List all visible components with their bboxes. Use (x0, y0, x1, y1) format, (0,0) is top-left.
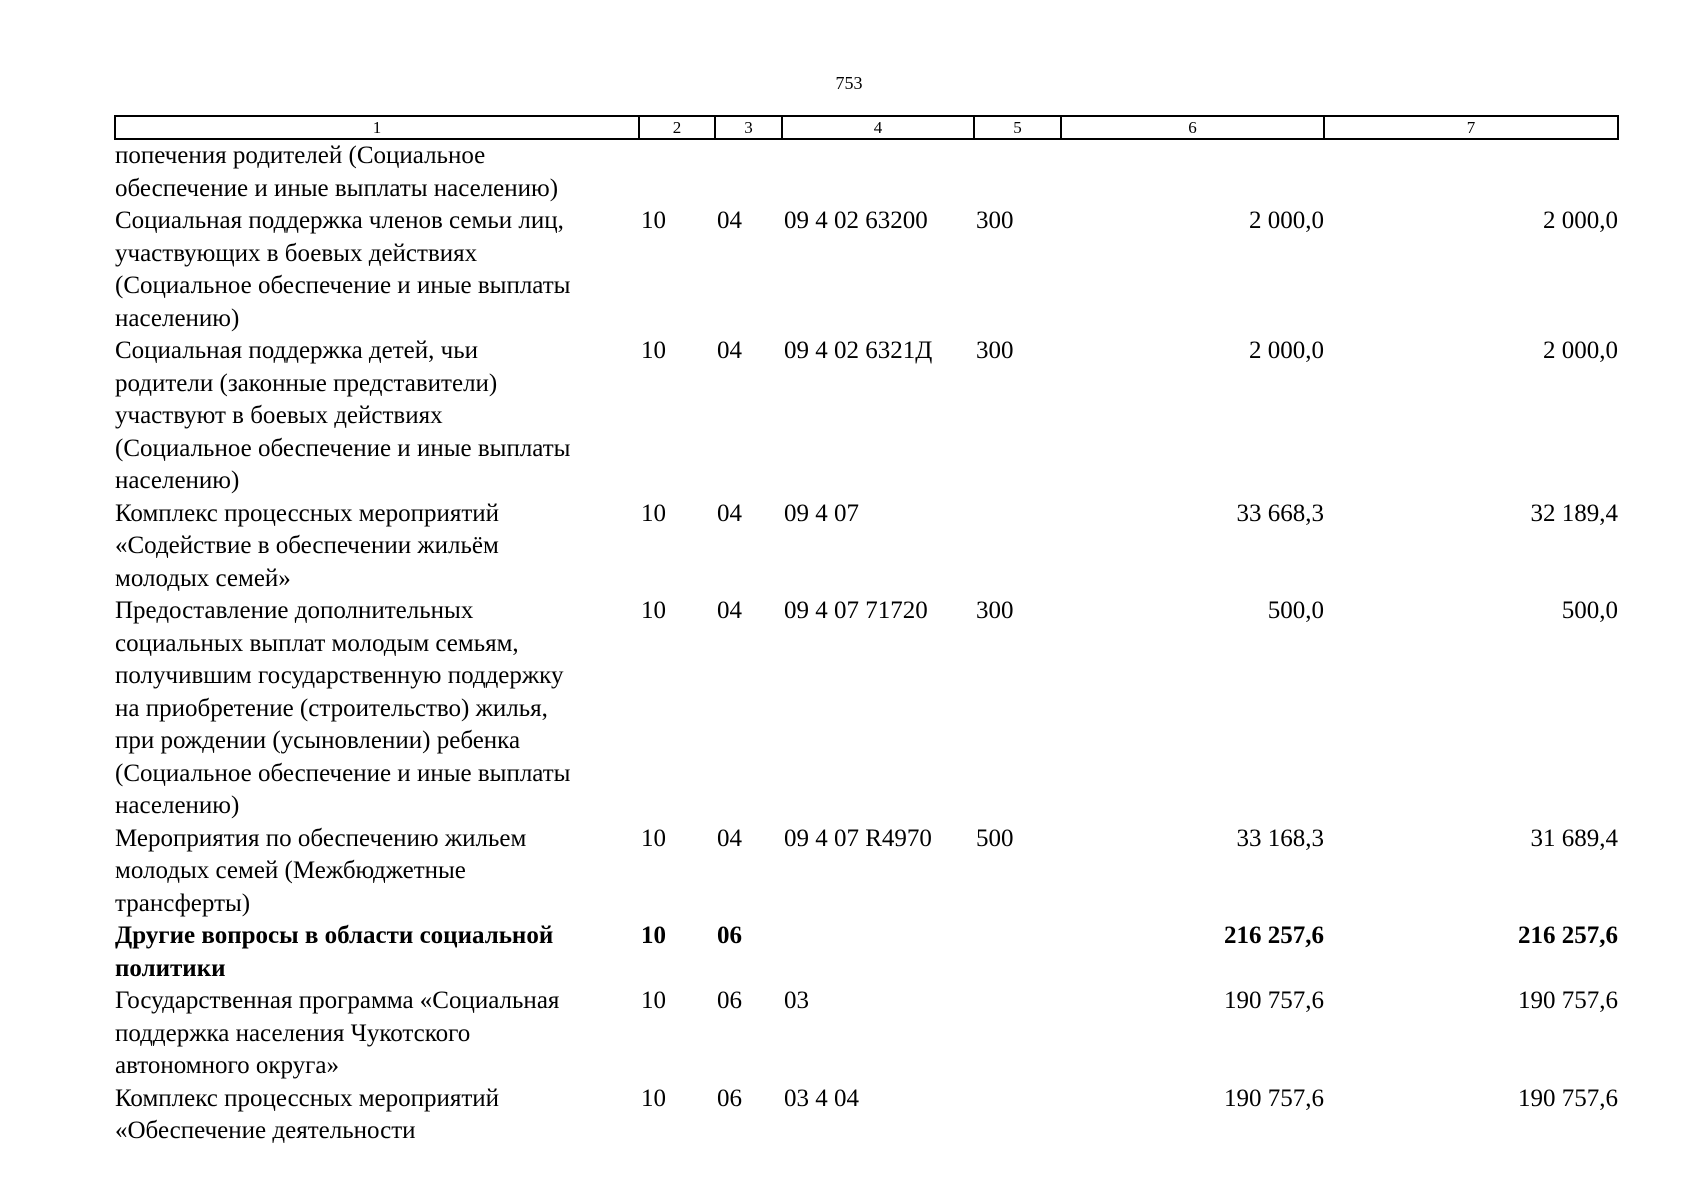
row-name-cell (115, 1083, 639, 1148)
row-subsection-cell: 06 (717, 987, 742, 1014)
table-row (115, 823, 1618, 921)
row-name-line: (Социальное обеспечение и иные выплаты (115, 759, 571, 787)
row-subsection-cell: 06 (717, 922, 742, 949)
row-name-line: родители (законные представители) (115, 369, 498, 397)
row-section-cell: 10 (641, 337, 666, 364)
row-section-cell: 10 (641, 597, 666, 624)
budget-table (114, 115, 1619, 1148)
table-row (115, 335, 1618, 498)
row-name-line: Предоставление дополнительных (115, 597, 474, 624)
row-section-cell (639, 139, 715, 205)
row-amount-2-cell: 500,0 (1561, 597, 1618, 624)
row-amount-2-cell (1324, 139, 1618, 205)
row-name-line: молодых семей (Межбюджетные (115, 857, 466, 884)
row-name-line: Мероприятия по обеспечению жильем (115, 824, 527, 852)
row-name-line: Социальная поддержка членов семьи лиц, (115, 207, 564, 234)
table-row (115, 985, 1618, 1083)
header-col-1: 1 (115, 116, 639, 139)
row-name-line: поддержка населения Чукотского (115, 1019, 471, 1047)
row-target-code-cell (782, 920, 974, 985)
row-amount-1-cell: 2 000,0 (1249, 337, 1324, 364)
row-target-code-cell: 09 4 07 71720 (784, 597, 928, 624)
row-name-line: «Обеспечение деятельности (115, 1117, 416, 1144)
table-row (115, 498, 1618, 596)
row-name-line: трансферты) (115, 889, 251, 917)
row-expense-type-cell: 300 (976, 337, 1014, 364)
row-name-line: (Социальное обеспечение и иные выплаты (115, 272, 571, 299)
row-subsection-cell (715, 139, 782, 205)
row-section-cell: 10 (641, 499, 666, 527)
row-target-code-cell: 09 4 02 63200 (784, 207, 928, 234)
row-target-code-cell: 03 (784, 987, 809, 1014)
table-header (115, 116, 1618, 139)
row-subsection-cell: 04 (717, 824, 742, 852)
row-expense-type-cell: 300 (976, 597, 1014, 624)
table-row (115, 139, 1618, 205)
row-name-line: при рождении (усыновлении) ребенка (115, 727, 521, 754)
row-amount-2-cell: 190 757,6 (1518, 1084, 1618, 1112)
row-target-code-cell: 09 4 07 (784, 499, 859, 527)
row-amount-2-cell: 31 689,4 (1530, 824, 1618, 852)
row-target-code-cell: 09 4 07 R4970 (784, 824, 932, 852)
row-amount-1-cell: 190 757,6 (1224, 987, 1324, 1014)
row-name-cell (115, 335, 639, 498)
row-section-cell: 10 (641, 1084, 666, 1112)
row-name-line: участвуют в боевых действиях (115, 402, 443, 429)
header-col-4: 4 (782, 116, 974, 139)
table-row (115, 920, 1618, 985)
row-amount-2-cell: 190 757,6 (1518, 987, 1618, 1014)
header-col-6: 6 (1061, 116, 1324, 139)
row-subsection-cell: 04 (717, 597, 742, 624)
row-name-line: населению) (115, 467, 240, 494)
row-expense-type-cell (974, 1083, 1061, 1148)
row-name-cell (115, 205, 639, 335)
row-subsection-cell: 04 (717, 337, 742, 364)
row-amount-2-cell: 32 189,4 (1530, 499, 1618, 527)
row-name-line: Социальная поддержка детей, чьи (115, 337, 479, 364)
row-name-cell (115, 498, 639, 596)
row-subsection-cell: 06 (717, 1084, 742, 1112)
row-amount-1-cell: 2 000,0 (1249, 207, 1324, 234)
row-name-line: населению) (115, 792, 240, 819)
row-name-line: Другие вопросы в области социальной (115, 922, 554, 949)
row-subsection-cell: 04 (717, 207, 742, 234)
row-name-cell (115, 139, 639, 205)
header-col-5: 5 (974, 116, 1061, 139)
row-amount-1-cell: 500,0 (1267, 597, 1324, 624)
header-row (115, 116, 1618, 139)
row-section-cell: 10 (641, 207, 666, 234)
row-name-line: получившим государственную поддержку (115, 662, 564, 689)
row-target-code-cell: 03 4 04 (784, 1084, 859, 1112)
row-target-code-cell: 09 4 02 6321Д (784, 337, 933, 364)
header-col-7: 7 (1324, 116, 1618, 139)
row-name-line: политики (115, 954, 226, 982)
row-expense-type-cell (974, 920, 1061, 985)
table-row (115, 205, 1618, 335)
row-name-line: населению) (115, 304, 240, 332)
header-col-3: 3 (715, 116, 782, 139)
row-subsection-cell: 04 (717, 499, 742, 527)
row-expense-type-cell (974, 498, 1061, 596)
row-expense-type-cell (974, 985, 1061, 1083)
row-name-line: участвующих в боевых действиях (115, 239, 478, 267)
row-amount-2-cell: 2 000,0 (1543, 207, 1618, 234)
row-name-line: попечения родителей (Социальное (115, 142, 486, 169)
row-name-cell (115, 920, 639, 985)
row-amount-1-cell: 33 168,3 (1236, 824, 1324, 852)
row-amount-1-cell: 216 257,6 (1224, 922, 1324, 949)
header-col-2: 2 (639, 116, 715, 139)
row-amount-1-cell (1061, 139, 1324, 205)
table-row (115, 595, 1618, 823)
row-name-line: на приобретение (строительство) жилья, (115, 694, 548, 722)
row-name-line: «Содействие в обеспечении жильём (115, 532, 499, 559)
table-row (115, 1083, 1618, 1148)
row-name-cell (115, 823, 639, 921)
row-name-line: Комплекс процессных мероприятий (115, 499, 500, 527)
row-amount-2-cell: 216 257,6 (1518, 922, 1618, 949)
row-amount-1-cell: 33 668,3 (1236, 499, 1324, 527)
row-name-line: Комплекс процессных мероприятий (115, 1084, 500, 1112)
table-body (115, 139, 1618, 1148)
row-section-cell: 10 (641, 922, 666, 949)
row-amount-2-cell: 2 000,0 (1543, 337, 1618, 364)
row-amount-1-cell: 190 757,6 (1224, 1084, 1324, 1112)
row-section-cell: 10 (641, 987, 666, 1014)
row-name-cell (115, 595, 639, 823)
row-name-line: Государственная программа «Социальная (115, 987, 560, 1014)
row-name-line: социальных выплат молодым семьям, (115, 629, 519, 657)
row-name-line: (Социальное обеспечение и иные выплаты (115, 434, 571, 462)
page-number: 753 (835, 73, 863, 93)
row-expense-type-cell (974, 139, 1061, 205)
row-name-line: обеспечение и иные выплаты населению) (115, 174, 559, 202)
row-name-cell (115, 985, 639, 1083)
row-name-line: молодых семей» (115, 564, 291, 592)
row-expense-type-cell: 300 (976, 207, 1014, 234)
row-target-code-cell (782, 139, 974, 205)
row-section-cell: 10 (641, 824, 666, 852)
row-name-line: автономного округа» (115, 1052, 340, 1079)
row-expense-type-cell: 500 (976, 824, 1014, 852)
